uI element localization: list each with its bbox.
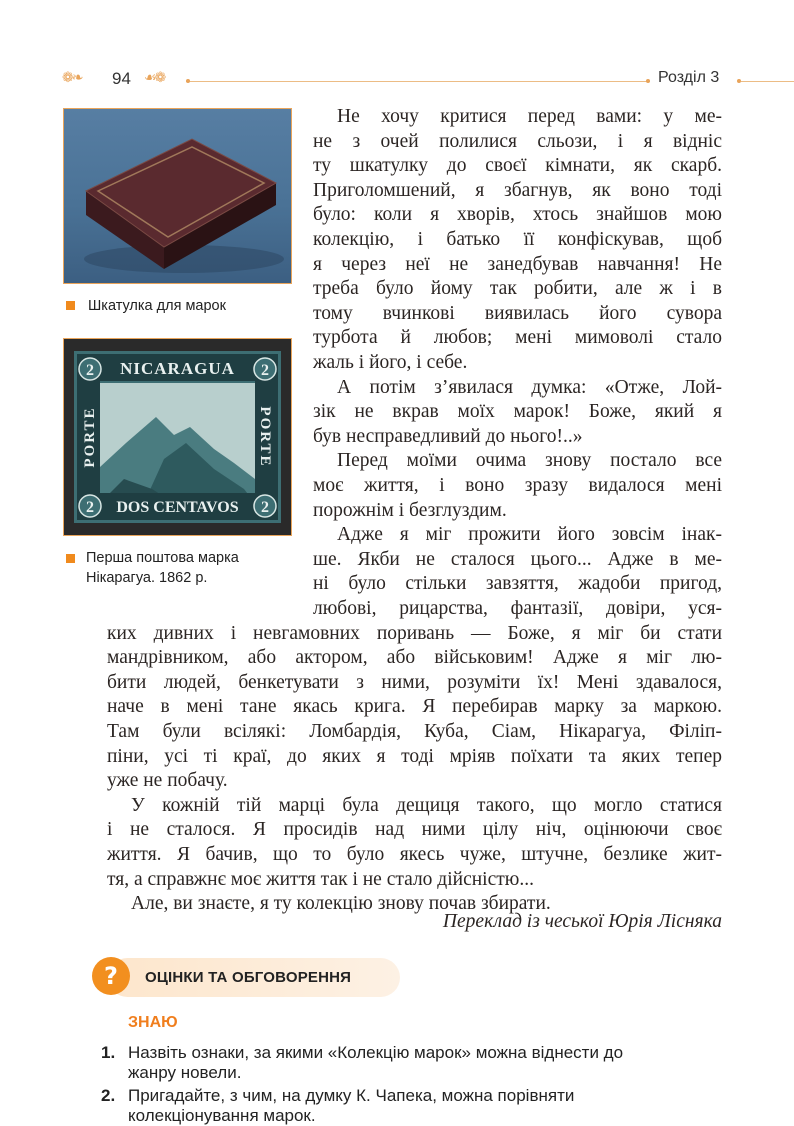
story-text-line: було: коли я хворів, хтось знайшов мою — [313, 204, 722, 226]
stamp-side-left: PORTE — [82, 406, 98, 468]
stamp-value-tr: 2 — [261, 362, 269, 379]
story-text-line: ні було стільки завзяття, жадоби пригод, — [313, 573, 722, 595]
story-text-line: я через неї не занедбував навчання! Не — [313, 253, 722, 275]
stamp-bottom-text: DOS CENTAVOS — [116, 499, 239, 516]
stamp-value-br: 2 — [261, 499, 269, 516]
story-text-line: Приголомшений, я збагнув, як воно тоді — [313, 179, 722, 201]
header-rule-dot — [186, 79, 190, 83]
story-text-line: Там були всілякі: Ломбардія, Куба, Сіам, Нікарагуа, Філіп- — [107, 721, 722, 742]
page-number: 94 — [112, 69, 131, 88]
header-ornament-right: ☙❁ — [144, 70, 165, 86]
question-number: 2. — [101, 1086, 116, 1105]
stamp-box-photo — [63, 108, 292, 284]
story-text-line: тому вчинкові виявилась його сувора — [313, 302, 722, 324]
nicaragua-stamp-image — [63, 338, 292, 536]
stamp-value-bl: 2 — [86, 499, 94, 516]
story-text-line: Адже я міг прожити його зовсім інак- — [337, 524, 722, 546]
story-text-line: ту шкатулку до своєї кімнати, як скарб. — [313, 155, 722, 177]
stamp-value-tl: 2 — [86, 362, 94, 379]
stamp-top-text: NICARAGUA — [120, 359, 235, 378]
story-text-line: моє життя, і воно зразу видалося мені — [313, 475, 722, 496]
story-text-line: любові, рицарства, фантазії, довіри, уся- — [313, 598, 722, 619]
section-label: Розділ 3 — [658, 69, 720, 86]
question-line: Назвіть ознаки, за якими «Колекцію марок» можна віднести до — [128, 1043, 624, 1062]
question-line: Пригадайте, з чим, на думку К. Чапека, можна порівняти — [128, 1086, 575, 1105]
caption-bullet — [66, 554, 75, 563]
story-text-line: був несправедливий до нього!..» — [313, 425, 583, 447]
story-text-line: Не хочу критися перед вами: у ме- — [337, 106, 722, 127]
story-text-line: треба було йому так робити, але ж і в — [313, 278, 722, 300]
story-text-line: життя. Я бачив, що то було якесь чуже, штучне, безлике жит- — [107, 844, 722, 865]
story-text-line: А потім з’явилася думка: «Отже, Лой- — [337, 376, 722, 398]
question-number: 1. — [101, 1043, 116, 1062]
header-rule — [186, 81, 650, 82]
story-text-line: мандрівником, або актором, або військовим! Адже я міг лю- — [107, 647, 722, 669]
story-text-line: зік не вкрав моїх марок! Боже, який я — [313, 401, 722, 423]
story-text-line: порожнім і безглуздим. — [313, 499, 507, 521]
story-text-line: жаль і його, і себе. — [313, 352, 468, 373]
story-text-line: У кожній тій марці була дещиця такого, що могло статися — [131, 794, 722, 816]
figure-caption-line: Перша поштова марка — [86, 550, 239, 566]
header-ornament-left: ❁❧ — [62, 70, 82, 86]
discussion-title: ОЦІНКИ ТА ОБГОВОРЕННЯ — [145, 969, 352, 986]
caption-bullet — [66, 301, 75, 310]
story-text-line: бити людей, бенкетувати з ними, розуміти їх! Мені здавалося, — [107, 671, 722, 693]
question-icon: ? — [92, 957, 130, 995]
story-text-line: наче в мені тане якась крига. Я перебирав марку за маркою. — [107, 696, 722, 718]
story-text-line: уже не побачу. — [107, 770, 228, 792]
story-text-line: і не сталося. Я просидів над ними цілу ніч, оцінюючи своє — [107, 819, 722, 841]
figure-caption-line: Нікарагуа. 1862 р. — [86, 570, 208, 586]
story-text-line: Але, ви знаєте, я ту колекцію знову почав збирати. — [131, 893, 551, 915]
story-text-line: ше. Якби не сталося цього... Адже в ме- — [313, 548, 722, 570]
story-text-line: не з очей полилися сльози, і я відніс — [313, 130, 722, 152]
question-line: колекціонування марок. — [128, 1106, 316, 1125]
story-text-line: тя, а справжнє моє життя так і не стало дійсністю... — [107, 868, 534, 890]
stamp-side-right: PORTE — [257, 406, 273, 468]
story-text-line: піни, усі ті краї, до яких я тоді мріяв поїхати та яких тепер — [107, 745, 722, 767]
subheading-znayu: ЗНАЮ — [128, 1014, 178, 1031]
story-text-line: ких дивних і невгамовних поривань — Боже, я міг би стати — [107, 622, 722, 644]
header-rule-dot — [646, 79, 650, 83]
question-line: жанру новели. — [128, 1063, 242, 1082]
figure-caption: Шкатулка для марок — [88, 298, 226, 314]
header-rule — [741, 81, 794, 82]
translation-attribution: Переклад із чеської Юрія Лісняка — [442, 911, 722, 932]
story-text-line: турбота й любов; мені мимоволі стало — [313, 327, 722, 349]
story-text-line: колекцію, і батько її конфіскував, щоб — [313, 229, 722, 250]
story-text-line: Перед моїми очима знову постало все — [337, 450, 722, 472]
